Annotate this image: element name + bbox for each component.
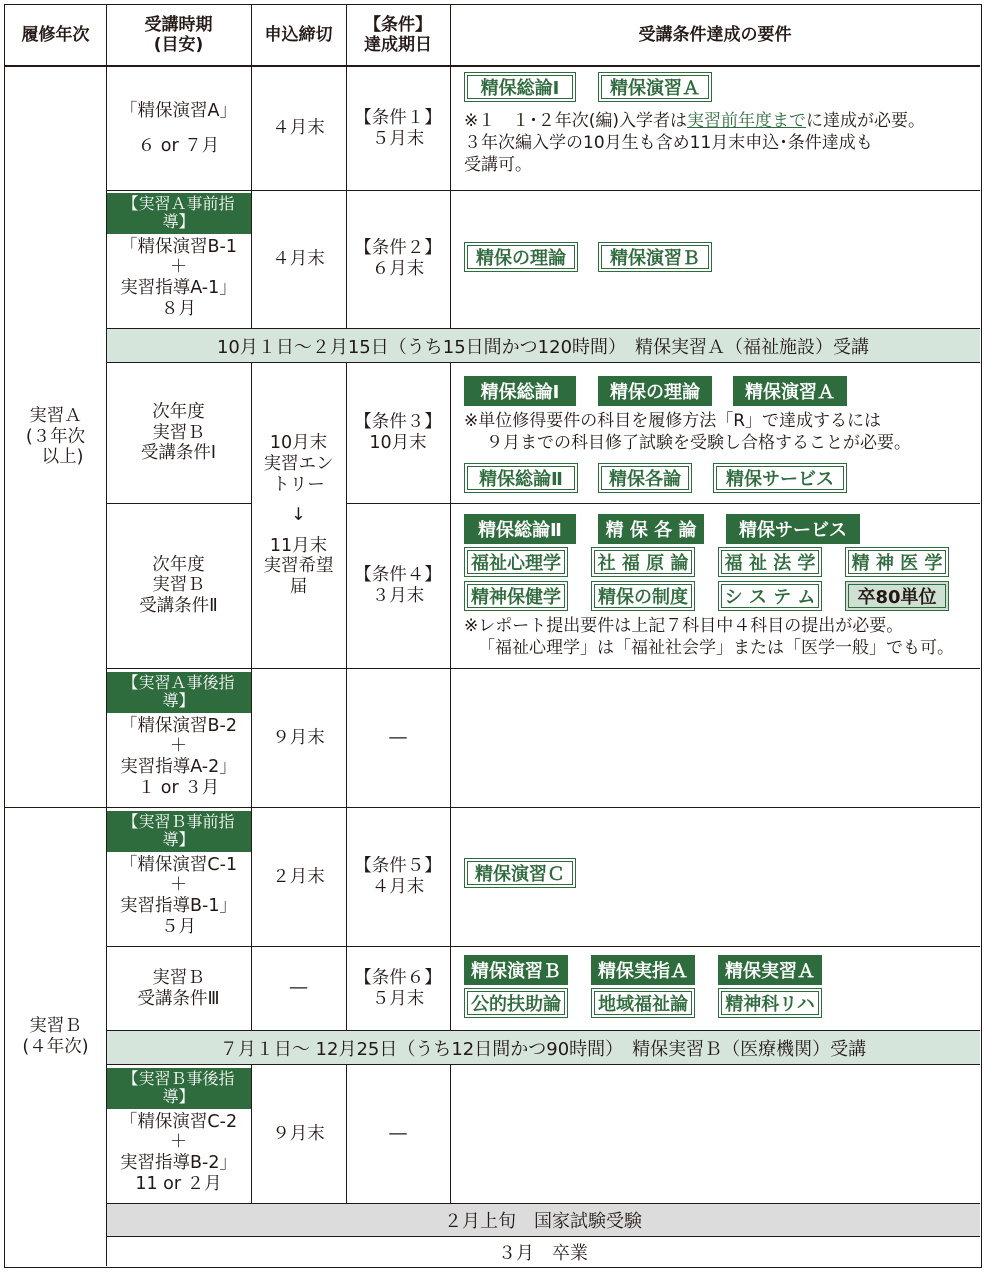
header-rule (5, 65, 980, 67)
header-condition (346, 5, 450, 65)
r7-period-line2: 受講条件Ⅲ (137, 988, 220, 1009)
r3-chip-bottom-1-text: 精保総論Ⅱ (479, 469, 563, 490)
r7-chip-r1-3-text: 精保実習Ａ (725, 961, 815, 982)
band-graduation (106, 1237, 980, 1266)
r2-period-line4: ８月 (161, 298, 196, 319)
r7-period-line1: 実習Ｂ (152, 967, 205, 988)
r6-tag: 【実習Ｂ事前指導】 (106, 811, 251, 852)
r8-deadline-text: ９月末 (272, 1123, 325, 1144)
r6-period-line2: ＋ (169, 875, 188, 896)
r2-period-line1: 「精保演習B-1 (120, 236, 237, 257)
header-period (106, 5, 251, 65)
r1-note-link: 実習前年度まで (687, 111, 807, 131)
r7-chip-r2-3-text: 精神科リハ (725, 994, 815, 1015)
r4-chip-r3-3-text: シ ス テ ム (724, 587, 816, 608)
hline-r3-a (106, 503, 251, 504)
r4-chip-r3-3 (718, 581, 822, 611)
r5-deadline (251, 669, 346, 807)
r2-tag: 【実習Ａ事前指導】 (106, 193, 251, 234)
r2-deadline (251, 190, 346, 328)
r5-period-line1: 「精保演習B-2 (120, 715, 237, 736)
vline-2a (251, 5, 252, 329)
r4-period-line3: 受講条件Ⅱ (139, 595, 218, 616)
r4-period-line1: 次年度 (152, 554, 205, 575)
r7-chip-r2-1-text: 公的扶助論 (471, 994, 561, 1015)
r4-condition (346, 503, 450, 668)
band-practicum-a (106, 329, 980, 362)
r7-chip-r1-1-text: 精保演習Ｂ (471, 961, 561, 982)
hline-r4 (106, 668, 980, 669)
header-year-label: 履修年次 (21, 24, 90, 45)
r3-chip-top-1-text: 精保総論Ⅰ (480, 382, 560, 403)
vline-4c (450, 1064, 451, 1204)
r5-period-line4: １ or ３月 (137, 777, 220, 798)
entry-deadline-line1: 10月末 (269, 433, 328, 454)
r7-chip-r2-2-text: 地域福祉論 (598, 994, 688, 1015)
r4-period (106, 503, 251, 668)
r1-chip-1 (464, 72, 576, 102)
r4-chip-r3-1-text: 精神保健学 (471, 587, 561, 608)
r5-period (106, 669, 251, 807)
r6-deadline-text: ２月末 (272, 866, 325, 887)
r4-chip-r3-1 (464, 581, 568, 611)
r1-period (106, 67, 251, 190)
r6-condition-label: 【条件５】 (354, 856, 442, 877)
entry-deadline-line4: 11月末 (269, 535, 328, 556)
r2-condition-label: 【条件２】 (354, 238, 442, 259)
r1-note (464, 110, 925, 176)
r4-chip-r3-2 (591, 581, 695, 611)
r3-period-line2: 実習Ｂ (152, 422, 205, 443)
r8-period (106, 1065, 251, 1203)
vline-3a (346, 5, 347, 329)
r1-note-line3: 受講可。 (464, 155, 532, 176)
r5-deadline-text: ９月末 (272, 727, 325, 748)
year-b-line2: (４年次) (22, 1037, 89, 1057)
r7-chip-r2-1 (464, 988, 568, 1018)
r5-period-line2: ＋ (169, 736, 188, 757)
r1-note-post: に達成が必要。 (806, 111, 926, 131)
r1-chip-1-text: 精保総論Ⅰ (480, 78, 560, 99)
r1-note-line1 (464, 110, 925, 132)
vline-1 (106, 5, 107, 1266)
r5-condition-dash: ― (389, 727, 407, 748)
vline-2b (251, 362, 252, 1031)
r3-chip-top-3-text: 精保演習Ａ (745, 382, 835, 403)
header-condition-label: 【条件】 (364, 14, 432, 35)
r2-chip-1-text: 精保の理論 (476, 248, 566, 269)
r5-tag: 【実習Ａ事後指導】 (106, 672, 251, 713)
hline-band3 (106, 1236, 980, 1237)
r8-period-line2: ＋ (169, 1132, 188, 1153)
band-practicum-b (106, 1031, 980, 1064)
r6-condition-date: ４月末 (371, 877, 425, 897)
year-b-cell (5, 807, 106, 1267)
header-period-label: 受講時期 (144, 14, 213, 35)
r5-period-line3: 実習指導A-2」 (120, 757, 237, 778)
r2-chip-1 (464, 242, 578, 272)
r3-chip-bottom-2 (598, 463, 692, 493)
r7-chip-r2-2 (591, 988, 695, 1018)
r7-condition (346, 947, 450, 1030)
down-arrow-icon: ↓ (291, 505, 306, 526)
r8-tag: 【実習Ｂ事後指導】 (106, 1068, 251, 1109)
vline-4a (450, 5, 451, 329)
r8-period-line1: 「精保演習C-2 (119, 1111, 238, 1132)
r3-condition-date: 10月末 (369, 433, 427, 453)
r4-chip-r1-2-text: 精 保 各 論 (605, 520, 697, 541)
r4-chip-r2-1 (464, 547, 568, 577)
r4-note-line2: 「福祉心理学」は「福祉社会学」または「医学一般」でも可。 (478, 638, 954, 659)
r3-note-line2: ９月までの科目修了試験を受験し合格することが必要。 (486, 433, 911, 454)
band-national-exam-text: ２月上旬 国家試験受験 (444, 1211, 642, 1232)
r3-chip-bottom-3-text: 精保サービス (726, 469, 834, 490)
r7-chip-r1-2-text: 精保実指Ａ (598, 961, 688, 982)
r1-deadline-text: ４月末 (272, 118, 325, 139)
r3-condition-label: 【条件３】 (354, 412, 442, 433)
r2-deadline-text: ４月末 (272, 248, 325, 269)
r5-condition (346, 669, 450, 807)
header-requirements-label: 受講条件達成の要件 (638, 24, 792, 45)
r7-condition-label: 【条件６】 (354, 967, 442, 988)
r3-chip-top-3 (733, 376, 847, 406)
r7-chip-r2-3 (718, 988, 822, 1018)
r4-chip-r2-2 (591, 547, 695, 577)
r3-chip-bottom-3 (713, 463, 847, 493)
r4-chip-r1-2 (598, 514, 704, 544)
r1-condition-label: 【条件１】 (354, 107, 442, 128)
r3-condition (346, 363, 450, 503)
hline-r8 (106, 1203, 980, 1204)
r6-period-line4: ５月 (161, 916, 196, 937)
r8-condition-dash: ― (389, 1123, 407, 1144)
band-practicum-a-text: 10月１日～２月15日（うち15日間かつ120時間） 精保実習Ａ（福祉施設）受講 (216, 336, 870, 358)
band-graduation-text: ３月 卒業 (498, 1242, 588, 1264)
year-a-line2: (３年次 (25, 426, 86, 447)
r4-chip-r1-3-text: 精保サービス (739, 520, 847, 541)
r4-period-line2: 実習Ｂ (152, 575, 205, 596)
r6-deadline (251, 808, 346, 946)
r8-deadline (251, 1065, 346, 1203)
r1-period-line2: ６ or ７月 (137, 135, 220, 156)
r3-period-line3: 受講条件Ⅰ (140, 443, 217, 464)
r4-chip-r2-1-text: 福祉心理学 (471, 553, 561, 574)
r4-note (464, 615, 954, 659)
r3-chip-top-2 (598, 376, 712, 406)
vline-2c (251, 1064, 252, 1204)
r4-note-line1: ※レポート提出要件は上記７科目中４科目の提出が必要。 (464, 616, 904, 636)
r2-condition (346, 190, 450, 328)
r4-chip-r3-2-text: 精保の制度 (598, 587, 688, 608)
r1-note-pre: ※１ １･２年次(編)入学者は (464, 111, 688, 131)
hline-r6 (106, 946, 980, 947)
requirements-table (4, 4, 982, 1268)
r7-chip-r1-2 (591, 955, 695, 985)
vline-3b (346, 362, 347, 1031)
entry-deadline-line3: トリー (272, 474, 325, 495)
hline-r7 (106, 1030, 980, 1031)
r1-chip-2 (598, 72, 712, 102)
r3r4-deadline (251, 363, 346, 668)
hline-r1 (106, 190, 980, 191)
r6-condition (346, 808, 450, 946)
year-b-line1: 実習Ｂ (29, 1016, 82, 1037)
hline-band2 (106, 1064, 980, 1065)
r2-condition-date: ６月末 (371, 259, 425, 279)
r8-period-line4: 11 or ２月 (135, 1173, 222, 1194)
r1-deadline (251, 67, 346, 190)
r4-chip-r2-3 (718, 547, 822, 577)
header-deadline-label: 申込締切 (264, 24, 333, 45)
r4-chip-r1-3 (726, 514, 860, 544)
band-national-exam (106, 1204, 980, 1236)
r7-chip-r1-1 (464, 955, 568, 985)
r7-condition-date: ５月末 (371, 988, 425, 1009)
r8-condition (346, 1065, 450, 1203)
r8-period-line3: 実習指導B-2」 (120, 1153, 237, 1174)
r1-condition-date: ５月末 (371, 128, 425, 149)
r3-period-line1: 次年度 (152, 402, 205, 423)
r6-period (106, 808, 251, 946)
r7-deadline (251, 947, 346, 1030)
r7-period (106, 947, 251, 1030)
header-year (5, 5, 106, 65)
r4-chip-r2-4 (845, 547, 949, 577)
year-a-cell (5, 67, 106, 807)
r3-note (464, 410, 911, 454)
entry-deadline-line6: 届 (289, 577, 308, 598)
r2-chip-2-text: 精保演習Ｂ (610, 248, 700, 269)
r3-note-line1: ※単位修得要件の科目を履修方法「R」で達成するには (464, 411, 882, 431)
r4-chip-r1-1-text: 精保総論Ⅱ (478, 520, 562, 541)
r4-chip-r1-1 (464, 514, 576, 544)
r1-note-line2: ３年次編入学の10月生も含め11月末申込･条件達成も (464, 133, 873, 154)
hline-r3-b (346, 503, 980, 504)
r6-period-line1: 「精保演習C-1 (119, 854, 238, 875)
r2-period-line2: ＋ (169, 257, 188, 278)
r2-period (106, 190, 251, 328)
r2-chip-2 (598, 242, 712, 272)
r4-chip-r3-4 (845, 581, 949, 611)
r2-period-line3: 実習指導A-1」 (120, 278, 237, 299)
header-period-sub: (目安) (153, 35, 204, 55)
hline-r2 (106, 328, 980, 329)
r6-chip-1-text: 精保演習Ｃ (475, 864, 565, 885)
hline-r5 (5, 807, 980, 808)
r3-chip-top-2-text: 精保の理論 (610, 382, 700, 403)
r6-chip-1 (464, 858, 576, 888)
r7-chip-r1-3 (718, 955, 822, 985)
header-condition-sub: 達成期日 (364, 35, 432, 55)
r1-chip-2-text: 精保演習Ａ (610, 78, 700, 99)
r3-period (106, 363, 251, 503)
r4-chip-r3-4-text: 卒80単位 (857, 587, 937, 608)
r3-chip-bottom-1 (464, 463, 578, 493)
year-a-line3: 以上) (41, 447, 84, 468)
r4-condition-date: ３月末 (371, 585, 425, 606)
r1-condition (346, 67, 450, 190)
r7-deadline-dash: ― (289, 978, 308, 999)
r3-chip-top-1 (464, 376, 576, 406)
r4-chip-r2-4-text: 精 神 医 学 (851, 553, 943, 574)
vline-3c (346, 1064, 347, 1204)
r4-chip-r2-3-text: 福 祉 法 学 (724, 553, 816, 574)
band-practicum-b-text: ７月１日～ 12月25日（うち12日間かつ90時間） 精保実習Ｂ（医療機関）受講 (219, 1038, 867, 1060)
r1-period-line1: 「精保演習A」 (120, 100, 237, 121)
r4-condition-label: 【条件４】 (354, 564, 442, 585)
hline-band1 (106, 362, 980, 363)
r4-chip-r2-2-text: 社 福 原 論 (597, 553, 689, 574)
header-deadline (251, 5, 346, 65)
vline-4b (450, 362, 451, 1031)
year-a-line1: 実習Ａ (29, 406, 82, 427)
r6-period-line3: 実習指導B-1」 (120, 896, 237, 917)
header-requirements (450, 5, 980, 65)
entry-deadline-line2: 実習エン (263, 453, 334, 474)
r3-chip-bottom-2-text: 精保各論 (609, 469, 681, 490)
entry-deadline-line5: 実習希望 (263, 556, 334, 577)
